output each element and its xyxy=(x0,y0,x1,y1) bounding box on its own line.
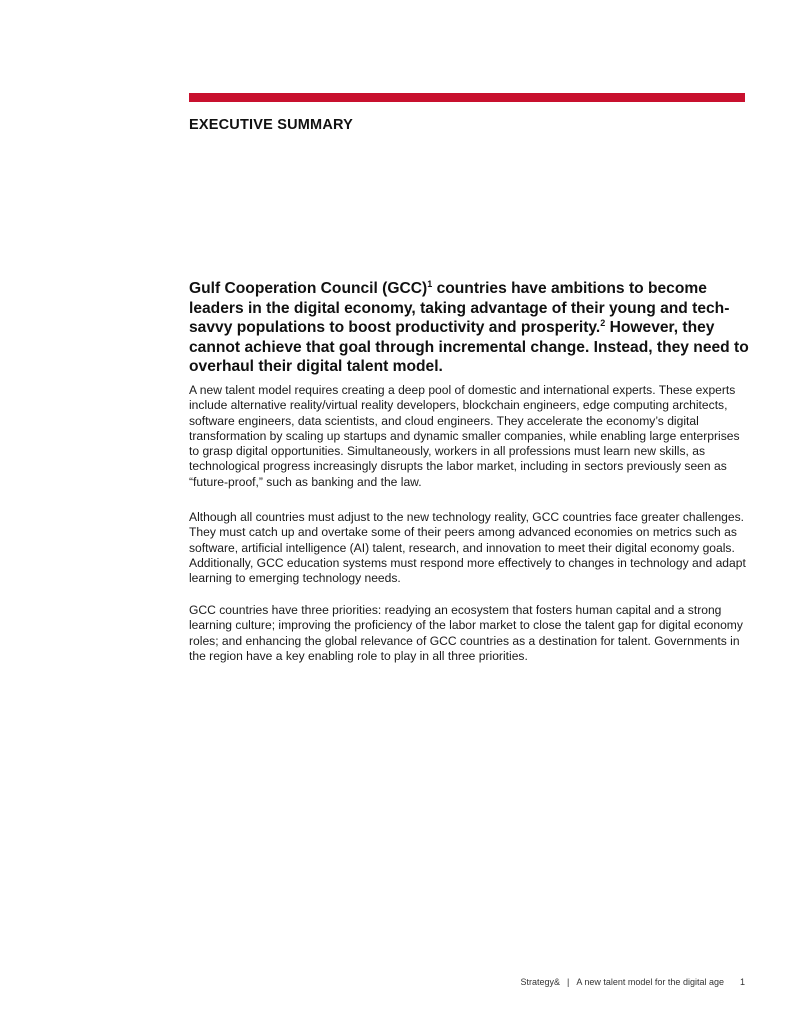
lead-paragraph xyxy=(189,279,749,377)
lead-text-part-2: countries have ambitions to become leaders in the digital economy, taking advantage of their young and tech-savvy populations to boost productivity and prosperity. xyxy=(189,280,730,337)
body-paragraph-3: GCC countries have three priorities: readying an ecosystem that fosters human capital and a strong learning culture; improving the proficiency of the labor market to close the talent gap for digital economy roles; and enhancing the global relevance of GCC countries as a destination for talent. Governments in the region have a key enabling role to play in all three priorities. xyxy=(189,603,743,663)
lead-text-part-1: Gulf Cooperation Council (GCC) xyxy=(189,280,428,297)
lead-text-part-3: However, they cannot achieve that goal through incremental change. Instead, they need to overhaul their digital talent model. xyxy=(189,319,749,376)
body-paragraph-2: Although all countries must adjust to the new technology reality, GCC countries face greater challenges. They must catch up and overtake some of their peers among advanced economies on metrics such as software, artificial intelligence (AI) talent, research, and innovation to meet their digital economy goals. Additionally, GCC education systems must respond more effectively to changes in technology and adapt learning to emerging technology needs. xyxy=(189,510,746,586)
page-number: 1 xyxy=(739,977,745,987)
section-title: EXECUTIVE SUMMARY xyxy=(189,117,353,133)
footer-brand: Strategy& xyxy=(520,977,561,987)
page-footer xyxy=(521,977,746,987)
footnote-marker-1[interactable]: 1 xyxy=(427,278,433,289)
footer-separator: | xyxy=(567,977,570,987)
header-accent-bar xyxy=(189,93,745,102)
footnote-marker-2[interactable]: 2 xyxy=(600,318,606,328)
footer-publication-title: A new talent model for the digital age xyxy=(576,977,724,987)
body-paragraph-1: A new talent model requires creating a deep pool of domestic and international experts. These experts include alternative reality/virtual reality developers, blockchain engineers, edge computing architects, software engineers, data scientists, and cloud engineers. They accelerate the economy’s digital transformation by scaling up startups and dynamic smaller companies, while enabling large enterprises to grasp digital opportunities. Simultaneously, workers in all professions must learn new skills, as technological progress increasingly disrupts the labor market, including in sectors previously seen as “future-proof,” such as banking and the law. xyxy=(189,383,740,489)
